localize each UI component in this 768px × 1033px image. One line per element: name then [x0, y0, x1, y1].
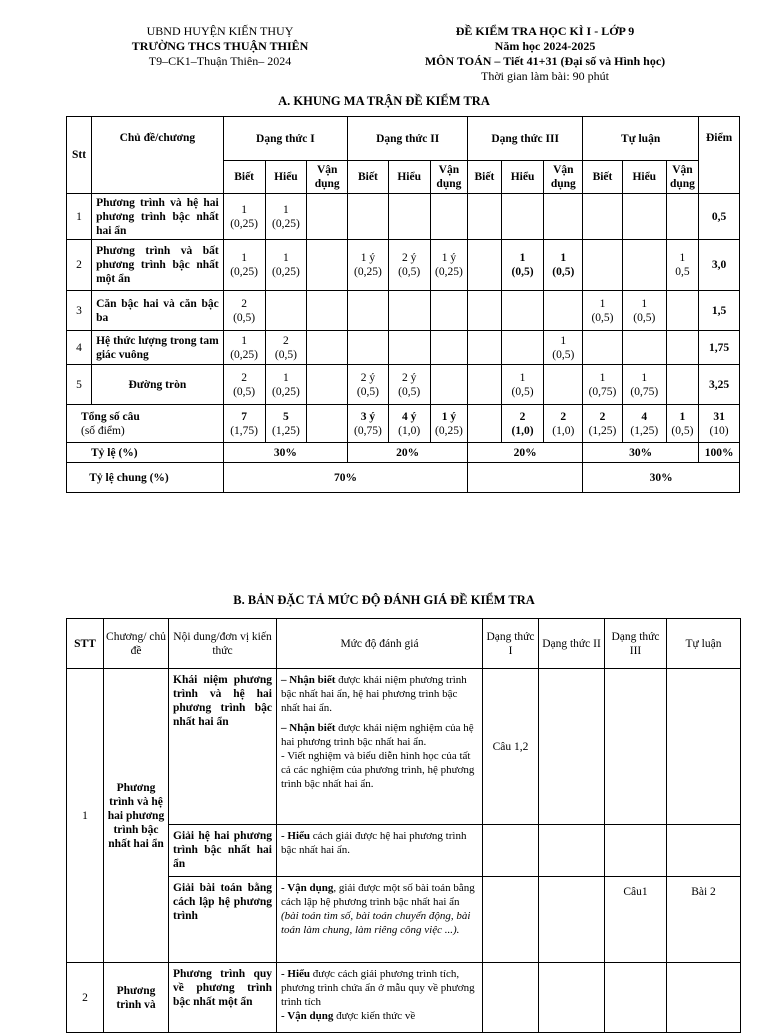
matrix-cell: 1 (0,5)	[544, 331, 583, 365]
col-score-header: Điểm	[699, 117, 740, 194]
spec-row	[67, 669, 741, 825]
header-right	[400, 24, 690, 84]
content-unit: Khái niệm phương trình và hệ hai phương trình bậc nhất hai ẩn	[169, 669, 277, 825]
form1-cell: Câu 1,2	[483, 669, 539, 825]
total-cell: 2 (1,0)	[501, 405, 544, 443]
row-score: 3,0	[699, 240, 740, 291]
ratio-value: 20%	[468, 443, 583, 463]
level-header: Vận dụng	[544, 161, 583, 194]
subject-line: MÔN TOÁN – Tiết 41+31 (Đại số và Hình học)	[424, 54, 666, 68]
matrix-row	[67, 291, 740, 331]
form1-cell	[483, 877, 539, 963]
row-score: 0,5	[699, 194, 740, 240]
matrix-cell: 1 ý (0,25)	[430, 240, 468, 291]
matrix-cell	[666, 365, 698, 405]
specification-table	[66, 618, 741, 1033]
matrix-cell: 1 (0,5)	[622, 291, 666, 331]
total-cell: 4 ý (1,0)	[388, 405, 430, 443]
matrix-cell	[666, 194, 698, 240]
total-cell	[468, 405, 501, 443]
matrix-cell	[307, 331, 348, 365]
essay-cell: Bài 2	[667, 877, 741, 963]
ratio-common-row	[67, 463, 740, 493]
ratio-total: 100%	[699, 443, 740, 463]
essay-cell	[667, 963, 741, 1033]
total-label: Tổng số câu (số điểm)	[67, 405, 224, 443]
row-stt: 5	[67, 365, 92, 405]
matrix-cell: 1 (0,25)	[223, 240, 265, 291]
matrix-cell	[468, 365, 501, 405]
header-left	[110, 24, 330, 69]
matrix-rows	[67, 194, 740, 405]
matrix-cell	[468, 240, 501, 291]
total-cell: 4 (1,25)	[622, 405, 666, 443]
matrix-cell	[544, 194, 583, 240]
ratio-value: 20%	[348, 443, 468, 463]
row-topic: Phương trình và hệ hai phương trình bậc nhất hai ẩn	[92, 194, 224, 240]
form3-cell: Câu1	[605, 877, 667, 963]
level-header: Biết	[223, 161, 265, 194]
matrix-cell	[430, 194, 468, 240]
matrix-row	[67, 240, 740, 291]
header-content: Nội dung/đơn vị kiến thức	[169, 619, 277, 669]
matrix-cell	[265, 291, 307, 331]
row-score: 1,75	[699, 331, 740, 365]
total-cell: 7 (1,75)	[223, 405, 265, 443]
matrix-cell	[307, 365, 348, 405]
matrix-cell: 2 ý (0,5)	[388, 240, 430, 291]
matrix-cell: 1 (0,25)	[223, 194, 265, 240]
matrix-cell	[583, 240, 623, 291]
form1-cell	[483, 963, 539, 1033]
row-topic: Hệ thức lượng trong tam giác vuông	[92, 331, 224, 365]
matrix-cell	[388, 331, 430, 365]
matrix-cell	[622, 194, 666, 240]
matrix-cell	[544, 291, 583, 331]
matrix-cell: 2 ý (0,5)	[348, 365, 389, 405]
row-stt: 3	[67, 291, 92, 331]
assessment-level: - Hiểu cách giải được hệ hai phương trình bậc nhất hai ẩn.	[277, 825, 483, 877]
matrix-cell	[666, 291, 698, 331]
header-stt: STT	[67, 619, 104, 669]
ratio-value: 30%	[583, 443, 699, 463]
matrix-cell: 1 (0,5)	[501, 365, 544, 405]
matrix-cell: 1 (0,5)	[501, 240, 544, 291]
row-stt: 2	[67, 240, 92, 291]
row-topic: Căn bậc hai và căn bậc ba	[92, 291, 224, 331]
total-score: 31 (10)	[699, 405, 740, 443]
row-chapter: Phương trình và	[104, 963, 169, 1033]
matrix-cell	[388, 291, 430, 331]
matrix-cell	[348, 331, 389, 365]
total-cell	[307, 405, 348, 443]
matrix-cell	[307, 291, 348, 331]
matrix-cell	[430, 291, 468, 331]
matrix-cell	[307, 194, 348, 240]
header-form1: Dạng thức I	[483, 619, 539, 669]
matrix-cell	[622, 240, 666, 291]
matrix-cell: 2 ý (0,5)	[388, 365, 430, 405]
matrix-row	[67, 331, 740, 365]
essay-cell	[667, 825, 741, 877]
spec-row	[67, 825, 741, 877]
group-header: Dạng thức III	[468, 117, 583, 161]
ratio-label: Tỷ lệ (%)	[67, 443, 224, 463]
total-cell: 5 (1,25)	[265, 405, 307, 443]
ratio-common-value	[468, 463, 583, 493]
total-cell: 1 ý (0,25)	[430, 405, 468, 443]
header-form3: Dạng thức III	[605, 619, 667, 669]
matrix-cell	[622, 331, 666, 365]
group-header: Dạng thức II	[348, 117, 468, 161]
spec-row	[67, 963, 741, 1033]
matrix-cell	[501, 194, 544, 240]
total-cell: 2 (1,0)	[544, 405, 583, 443]
matrix-cell: 1 ý (0,25)	[348, 240, 389, 291]
authority-name: UBND HUYỆN KIẾN THUỴ	[146, 24, 294, 38]
group-header: Dạng thức I	[223, 117, 347, 161]
matrix-cell	[468, 331, 501, 365]
row-score: 1,5	[699, 291, 740, 331]
ratio-common-label: Tỷ lệ chung (%)	[67, 463, 224, 493]
matrix-cell: 1 (0,5)	[583, 291, 623, 331]
form3-cell	[605, 669, 667, 825]
matrix-row	[67, 365, 740, 405]
assessment-level: - Hiểu được cách giải phương trình tích, phương trình chứa ẩn ở mẫu quy về phương trình tích - Vận dụng được kiến thức về	[277, 963, 483, 1033]
form2-cell	[539, 963, 605, 1033]
form3-cell	[605, 825, 667, 877]
matrix-row	[67, 194, 740, 240]
duration: Thời gian làm bài: 90 phút	[481, 69, 609, 83]
matrix-cell	[388, 194, 430, 240]
level-header: Hiểu	[501, 161, 544, 194]
row-score: 3,25	[699, 365, 740, 405]
matrix-cell	[501, 331, 544, 365]
matrix-table	[66, 116, 740, 493]
matrix-cell: 1 (0,25)	[265, 365, 307, 405]
row-stt: 2	[67, 963, 104, 1033]
spec-row	[67, 877, 741, 963]
header-essay: Tự luận	[667, 619, 741, 669]
assessment-level: - Vận dụng, giải được một số bài toán bằng cách lập hệ phương trình bậc nhất hai ẩn (bài toán tìm số, bài toán chuyển động, bài toán làm chung, làm riêng công việc ...).	[277, 877, 483, 963]
ratio-value: 30%	[223, 443, 347, 463]
content-unit: Giải bài toán bằng cách lập hệ phương trình	[169, 877, 277, 963]
col-stt-header: Stt	[67, 117, 92, 194]
matrix-cell: 1 (0,25)	[265, 194, 307, 240]
school-name: TRƯỜNG THCS THUẬN THIÊN	[131, 39, 309, 53]
matrix-cell: 2 (0,5)	[223, 291, 265, 331]
section-b-title: B. BẢN ĐẶC TẢ MỨC ĐỘ ĐÁNH GIÁ ĐỀ KIỂM TRA	[233, 593, 535, 607]
level-header: Vận dụng	[666, 161, 698, 194]
col-topic-header: Chủ đề/chương	[92, 117, 224, 194]
form2-cell	[539, 877, 605, 963]
group-header: Tự luận	[583, 117, 699, 161]
matrix-cell: 1 (0,75)	[583, 365, 623, 405]
matrix-cell	[468, 291, 501, 331]
matrix-cell	[348, 194, 389, 240]
section-a-title: A. KHUNG MA TRẬN ĐỀ KIỂM TRA	[278, 94, 490, 108]
total-cell: 3 ý (0,75)	[348, 405, 389, 443]
level-header: Hiểu	[265, 161, 307, 194]
matrix-cell: 1 (0,75)	[622, 365, 666, 405]
matrix-cell	[666, 331, 698, 365]
matrix-cell	[430, 365, 468, 405]
header-level: Mức độ đánh giá	[277, 619, 483, 669]
row-chapter: Phương trình và hệ hai phương trình bậc nhất hai ẩn	[104, 669, 169, 963]
ratio-common-value: 30%	[583, 463, 740, 493]
form3-cell	[605, 963, 667, 1033]
ratio-common-value: 70%	[223, 463, 468, 493]
matrix-cell	[501, 291, 544, 331]
document-code: T9–CK1–Thuận Thiên– 2024	[148, 54, 292, 68]
matrix-cell	[544, 365, 583, 405]
matrix-cell: 1 0,5	[666, 240, 698, 291]
form2-cell	[539, 669, 605, 825]
matrix-cell	[348, 291, 389, 331]
level-header: Biết	[348, 161, 389, 194]
level-header: Biết	[583, 161, 623, 194]
exam-title: ĐỀ KIỂM TRA HỌC KÌ I - LỚP 9	[455, 24, 635, 38]
ratio-row	[67, 443, 740, 463]
school-year: Năm học 2024-2025	[494, 39, 596, 53]
row-topic: Phương trình và bất phương trình bậc nhất một ẩn	[92, 240, 224, 291]
matrix-cell: 1 (0,25)	[265, 240, 307, 291]
assessment-level: – Nhận biết được khái niệm phương trình bậc nhất hai ẩn, hệ hai phương trình bậc nhất hai ẩn. – Nhận biết được khái niệm nghiệm của hệ hai phương trình bậc nhất hai ẩn. - Viết nghiệm và biểu diễn hình học của tất cả các nghiệm của phương trình, hệ phương trình bậc nhất hai ẩn.	[277, 669, 483, 825]
total-cell: 2 (1,25)	[583, 405, 623, 443]
level-header: Biết	[468, 161, 501, 194]
content-unit: Giải hệ hai phương trình bậc nhất hai ẩn	[169, 825, 277, 877]
matrix-cell: 1 (0,25)	[223, 331, 265, 365]
row-topic: Đường tròn	[92, 365, 224, 405]
matrix-cell: 2 (0,5)	[223, 365, 265, 405]
row-stt: 1	[67, 669, 104, 963]
form2-cell	[539, 825, 605, 877]
matrix-cell	[583, 194, 623, 240]
matrix-cell	[307, 240, 348, 291]
matrix-cell	[468, 194, 501, 240]
level-header: Vận dụng	[430, 161, 468, 194]
form1-cell	[483, 825, 539, 877]
content-unit: Phương trình quy về phương trình bậc nhất một ẩn	[169, 963, 277, 1033]
total-cell: 1 (0,5)	[666, 405, 698, 443]
level-header: Hiểu	[388, 161, 430, 194]
level-header: Hiểu	[622, 161, 666, 194]
essay-cell	[667, 669, 741, 825]
matrix-cell: 1 (0,5)	[544, 240, 583, 291]
row-stt: 4	[67, 331, 92, 365]
total-row	[67, 405, 740, 443]
row-stt: 1	[67, 194, 92, 240]
header-form2: Dạng thức II	[539, 619, 605, 669]
level-header: Vận dụng	[307, 161, 348, 194]
header-chapter: Chương/ chủ đề	[104, 619, 169, 669]
matrix-cell	[583, 331, 623, 365]
matrix-cell	[430, 331, 468, 365]
matrix-cell: 2 (0,5)	[265, 331, 307, 365]
